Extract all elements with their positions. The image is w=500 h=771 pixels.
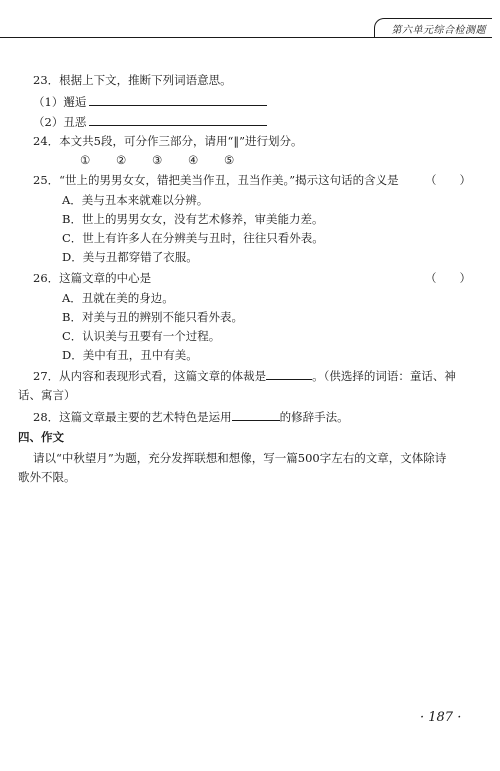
q28-text: 28．这篇文章最主要的艺术特色是运用 [33, 410, 232, 424]
q23-item-2 [33, 114, 267, 130]
q27-continuation: 话、寓言） [18, 388, 76, 402]
option-a: A．美与丑本来就难以分辨。 [62, 193, 209, 207]
option-d: D．美中有丑，丑中有美。 [62, 348, 198, 362]
answer-paren[interactable]: （ ） [425, 271, 471, 285]
q24-paragraph-numbers [80, 152, 260, 168]
question-28 [33, 409, 349, 425]
option-b: B．对美与丑的辨别不能只看外表。 [62, 310, 243, 324]
question-26: 26．这篇文章的中心是 [33, 271, 152, 285]
question-24: 24．本文共5段，可分作三部分，请用“‖”进行划分。 [33, 134, 303, 148]
q28-text-tail: 的修辞手法。 [279, 410, 349, 424]
option-c: C．认识美与丑要有一个过程。 [62, 329, 221, 343]
composition-prompt-continuation: 歌外不限。 [18, 470, 76, 484]
q23-item-1-label: （1）邂逅 [33, 95, 87, 109]
answer-paren[interactable]: （ ） [425, 173, 471, 187]
answer-blank[interactable] [232, 409, 280, 421]
q27-text: 27．从内容和表现形式看，这篇文章的体裁是 [33, 369, 267, 383]
option-b: B．世上的男男女女，没有艺术修养，审美能力差。 [62, 212, 324, 226]
question-27 [33, 368, 456, 384]
question-25: 25．“世上的男男女女，错把美当作丑，丑当作美。”揭示这句话的含义是 [33, 173, 399, 187]
paragraph-number: ⑤ [224, 153, 235, 167]
question-23: 23．根据上下文，推断下列词语意思。 [33, 73, 232, 87]
option-c: C．世上有许多人在分辨美与丑时，往往只看外表。 [62, 231, 324, 245]
option-d: D．美与丑都穿错了衣服。 [62, 250, 198, 264]
composition-prompt: 请以“中秋望月”为题，充分发挥联想和想像，写一篇500字左右的文章，文体除诗 [33, 451, 447, 465]
header-title: 第六单元综合检测题 [391, 25, 486, 36]
q27-text-tail: 。（供选择的词语：童话、神 [312, 369, 456, 383]
paragraph-number: ④ [188, 153, 199, 167]
page-number: · 187 · [420, 710, 462, 725]
answer-blank[interactable] [89, 94, 267, 106]
q23-item-2-label: （2）丑恶 [33, 115, 87, 129]
section-title-composition: 四、作文 [18, 430, 64, 444]
page-header [0, 0, 500, 46]
paragraph-number: ① [80, 153, 91, 167]
answer-blank[interactable] [89, 114, 267, 126]
header-rule [0, 37, 492, 38]
answer-blank[interactable] [266, 368, 312, 380]
option-a: A．丑就在美的身边。 [62, 291, 174, 305]
paragraph-number: ③ [152, 153, 163, 167]
q23-item-1 [33, 94, 267, 110]
paragraph-number: ② [116, 153, 127, 167]
